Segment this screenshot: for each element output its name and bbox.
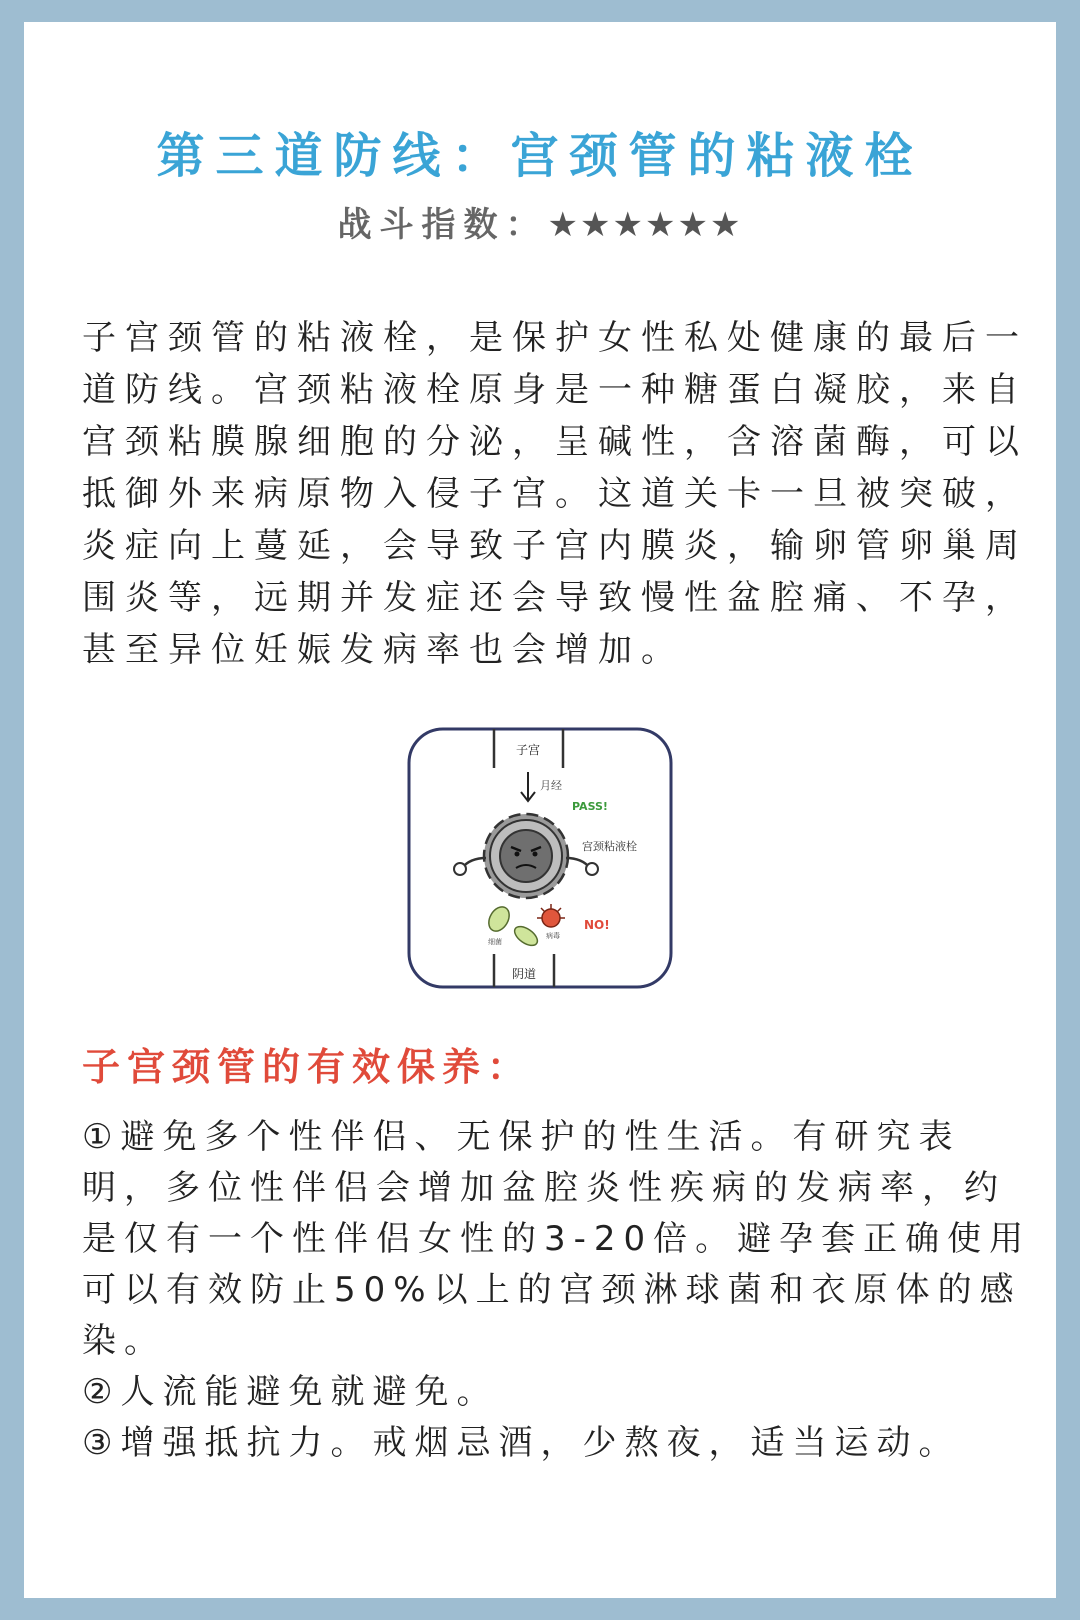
list-item: ③增强抵抗力。戒烟忌酒，少熬夜，适当运动。 [82,1423,961,1463]
rating-stars: ★★★★★★ [547,205,743,245]
diagram-label-uterus: 子宫 [515,743,541,757]
list-item: ①避免多个性伴侣、无保护的性生活。有研究表明，多位性伴侣会增加盆腔炎性疾病的发病率，约是仅有一个性伴侣女性的3-20倍。避孕套正确使用可以有效防止50%以上的宫颈淋球菌和衣原体的感染。 [82,1117,1032,1361]
page-title: 第三道防线：宫颈管的粘液栓 [156,128,924,184]
diagram-label-menses: 月经 [540,779,562,792]
rating-label: 战斗指数： [337,205,548,245]
diagram-label-bacteria: 细菌 [488,938,502,946]
diagram-label-pass: PASS! [572,800,608,813]
diagram-label-plug: 宫颈粘液栓 [582,840,637,853]
intro-paragraph: 子宫颈管的粘液栓，是保护女性私处健康的最后一道防线。宫颈粘液栓原身是一种糖蛋白凝胶，来自宫颈粘膜腺细胞的分泌，呈碱性，含溶菌酶，可以抵御外来病原物入侵子宫。这道关卡一旦被突破，炎症向上蔓延，会导致子宫内膜炎，输卵管卵巢周围炎等，远期并发症还会导致慢性盆腔痛、不孕，甚至异位妊娠发病率也会增加。 [82,318,1028,670]
diagram-label-no: NO! [584,918,610,932]
care-list [82,1112,1032,1469]
diagram-label-virus: 病毒 [546,932,560,940]
care-section-title: 子宫颈管的有效保养： [82,1045,533,1089]
mucus-plug-diagram [406,726,674,990]
content-card [24,22,1056,1598]
list-item: ②人流能避免就避免。 [82,1372,499,1412]
diagram-label-vagina: 阴道 [511,967,537,981]
combat-rating [24,200,1056,250]
